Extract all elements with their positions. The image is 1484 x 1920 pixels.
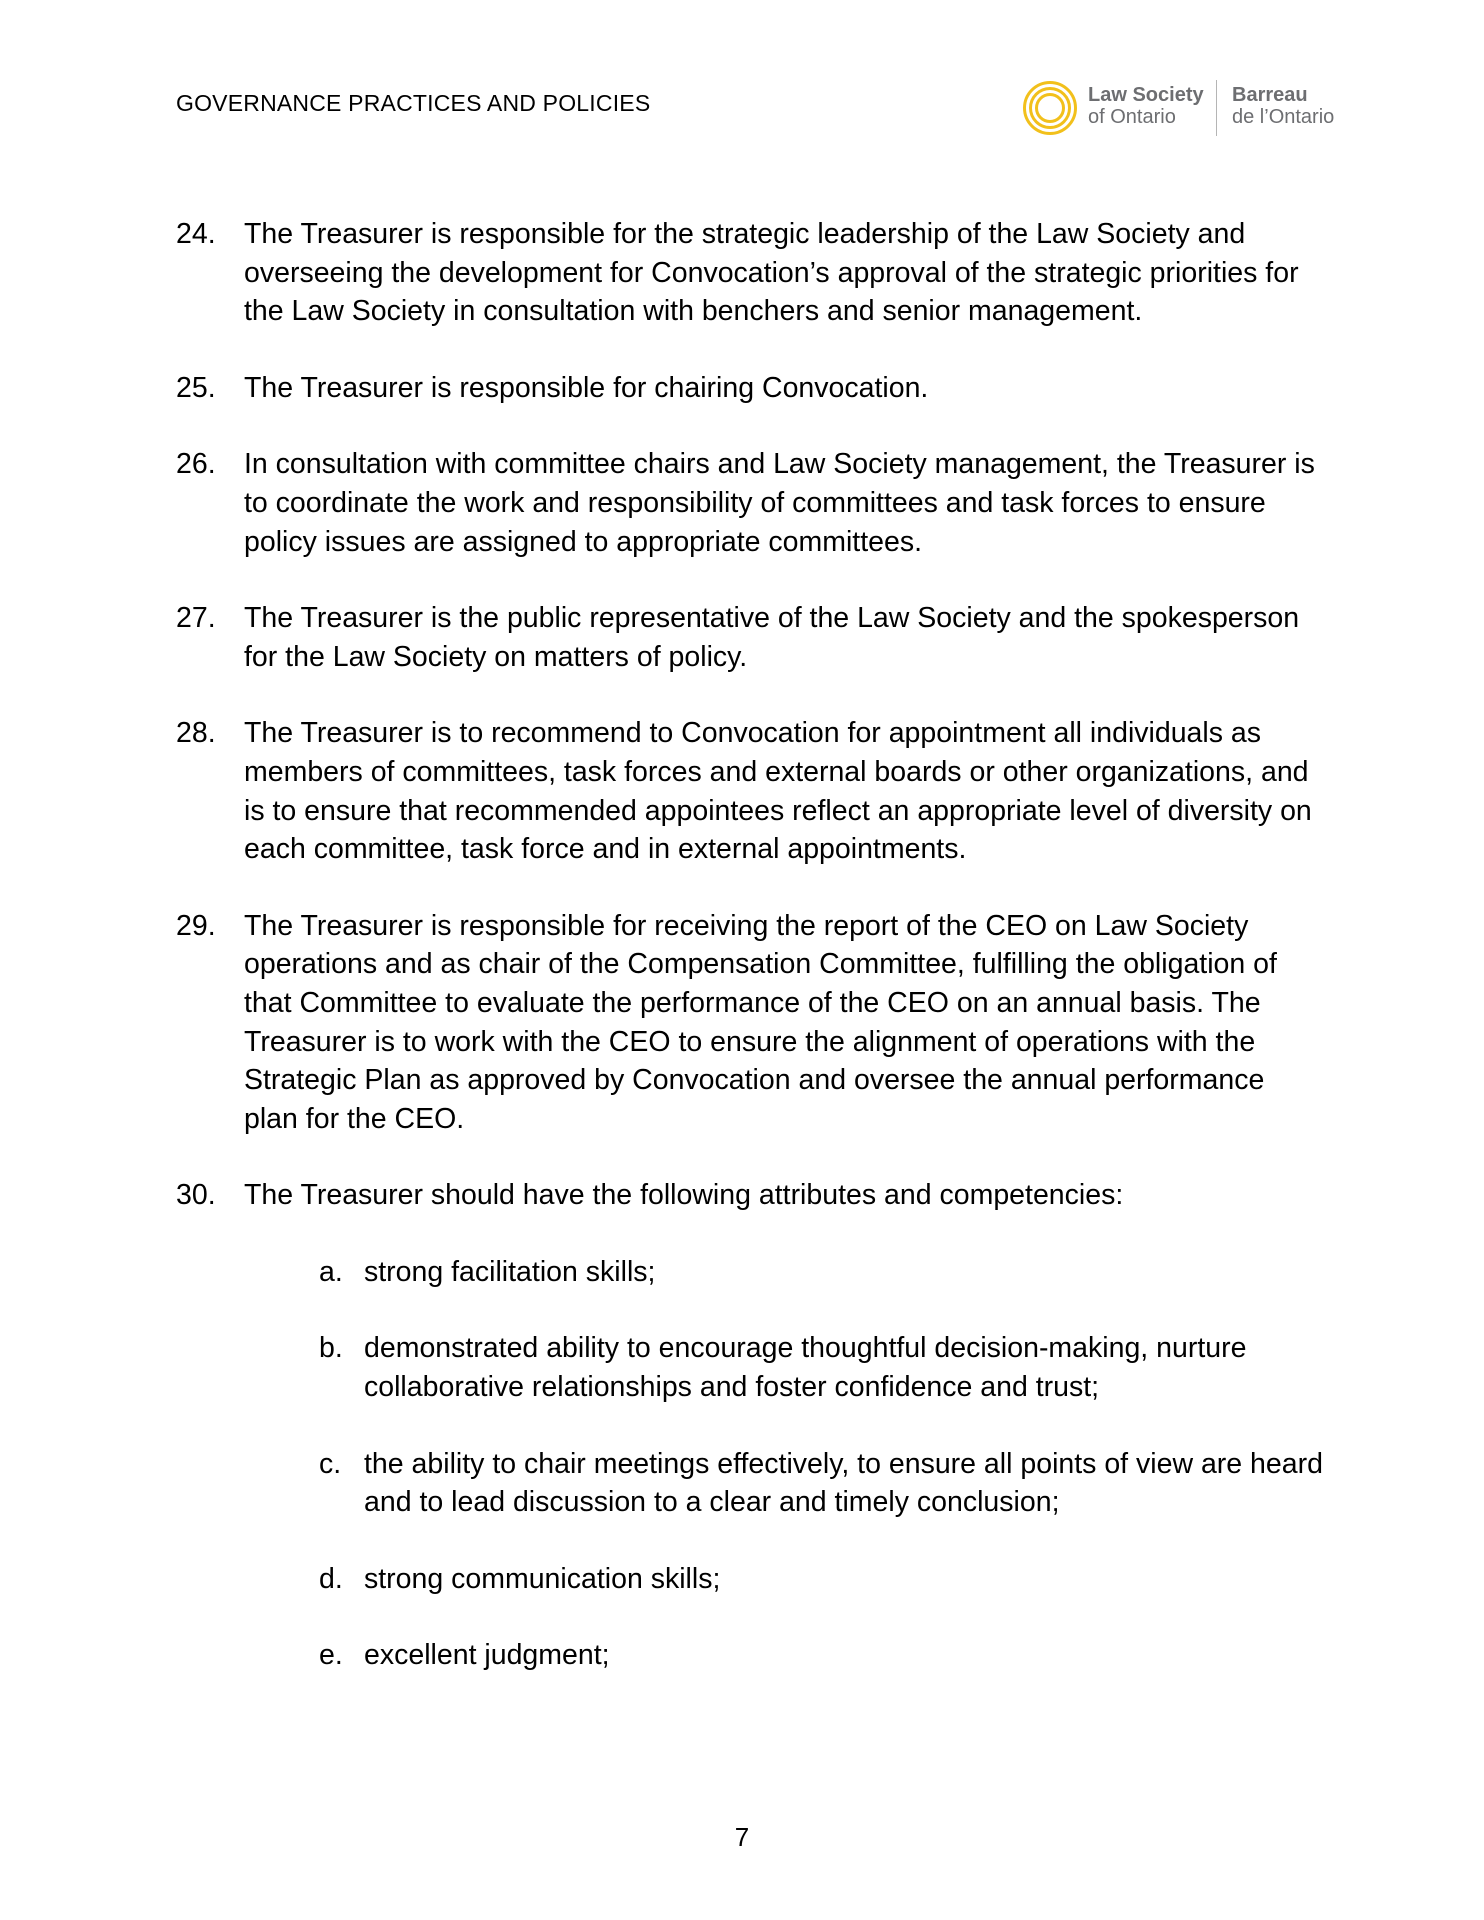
logo-en-line1: Law Society [1088, 84, 1204, 106]
attribute-letter: c. [319, 1447, 342, 1480]
attribute-text: excellent judgment; [364, 1639, 610, 1672]
attribute-letter: a. [319, 1255, 343, 1288]
paragraph-27 [176, 599, 1326, 676]
paragraph-24 [176, 215, 1326, 331]
attribute-list [319, 1253, 1326, 1675]
paragraph-28 [176, 714, 1326, 868]
paragraph-number: 26. [176, 448, 216, 481]
attribute-text: strong facilitation skills; [364, 1255, 656, 1288]
page-number: 7 [734, 1822, 750, 1852]
paragraph-30 [176, 1176, 1326, 1675]
attribute-letter: b. [319, 1332, 343, 1365]
paragraph-text: The Treasurer is responsible for chairing Convocation. [244, 371, 929, 404]
logo-separator [1216, 80, 1217, 136]
attribute-text: demonstrated ability to encourage thoughtful decision-making, nurture collaborative relationships and foster confidence and trust; [364, 1332, 1247, 1404]
paragraph-25 [176, 369, 1326, 408]
attribute-item-d [319, 1560, 1326, 1599]
attribute-text: strong communication skills; [364, 1562, 721, 1595]
attribute-item-e [319, 1636, 1326, 1675]
paragraph-text: The Treasurer should have the following attributes and competencies: [244, 1179, 1124, 1212]
paragraph-number: 25. [176, 371, 216, 404]
paragraph-text: The Treasurer is the public representative of the Law Society and the spokesperson for the Law Society on matters of policy. [244, 602, 1300, 673]
attribute-item-a [319, 1253, 1326, 1292]
paragraph-26 [176, 445, 1326, 561]
logo-en-line2: of Ontario [1088, 106, 1176, 128]
logo-french-text [1232, 84, 1334, 128]
attribute-item-c [319, 1445, 1326, 1522]
attribute-letter: e. [319, 1639, 343, 1672]
paragraph-29 [176, 907, 1326, 1139]
paragraph-number: 29. [176, 909, 216, 942]
paragraph-number: 24. [176, 218, 216, 250]
paragraph-number: 30. [176, 1179, 216, 1212]
logo-fr-line2: de l’Ontario [1232, 106, 1335, 128]
numbered-paragraphs [176, 215, 1326, 1713]
document-header-title: GOVERNANCE PRACTICES AND POLICIES [176, 90, 651, 116]
law-society-logo [1022, 78, 1352, 140]
attribute-text: the ability to chair meetings effectively, to ensure all points of view are heard and to lead discussion to a clear and timely conclusion; [364, 1447, 1323, 1519]
logo-english-text [1088, 84, 1204, 128]
paragraph-text: The Treasurer is to recommend to Convocation for appointment all individuals as members of committees, task forces and external boards or other organizations, and is to ensure that recommended appointees reflect an appropriate level of diversity on each committee, task force and in external appointments. [244, 717, 1312, 866]
paragraph-number: 27. [176, 602, 216, 635]
law-society-ring-icon [1022, 80, 1078, 136]
paragraph-text: The Treasurer is responsible for receiving the report of the CEO on Law Society operations and as chair of the Compensation Committee, fulfilling the obligation of that Committee to evaluate the performance of the CEO on an annual basis. The Treasurer is to work with the CEO to ensure the alignment of operations with the Strategic Plan as approved by Convocation and oversee the annual performance plan for the CEO. [244, 909, 1277, 1135]
paragraph-number: 28. [176, 717, 216, 750]
attribute-item-b [319, 1329, 1326, 1406]
attribute-letter: d. [319, 1562, 343, 1595]
logo-fr-line1: Barreau [1232, 84, 1308, 106]
paragraph-text: In consultation with committee chairs and Law Society management, the Treasurer is to coordinate the work and responsibility of committees and task forces to ensure policy issues are assigned to appropriate committees. [244, 448, 1315, 558]
paragraph-text: The Treasurer is responsible for the strategic leadership of the Law Society and overseeing the development for Convocation’s approval of the strategic priorities for the Law Society in consultation with benchers and senior management. [244, 218, 1299, 328]
